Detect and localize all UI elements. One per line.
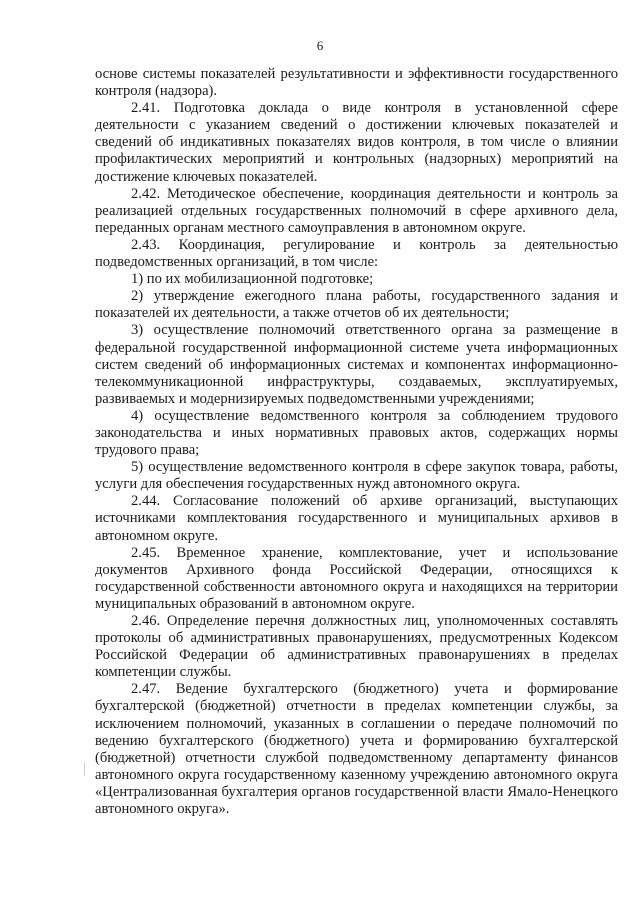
list-item-3: 3) осуществление полномочий ответственного органа за размещение в федеральной государственной информационной системе учета информационных систем сведений об информационных системах и компонентах информационно-телекоммуникационной инфраструктуры, создаваемых, эксплуатируемых, развиваемых и модернизируемых подведомственными учреждениями; [95, 322, 618, 407]
paragraph-2-42: 2.42. Методическое обеспечение, координация деятельности и контроль за реализацией отдельных государственных полномочий в сфере архивного дела, переданных органам местного самоуправления в автономном округе. [95, 185, 618, 236]
paragraph-2-44: 2.44. Согласование положений об архиве организаций, выступающих источниками комплектования государственного и муниципальных архивов в автономном округе. [95, 493, 618, 544]
paragraph-2-41: 2.41. Подготовка доклада о виде контроля в установленной сфере деятельности с указанием сведений о достижении ключевых показателей и сведений об индикативных показателях видов контроля, в том числе о влиянии профилактических мероприятий и контрольных (надзорных) мероприятий на достижение ключевых показателей. [95, 100, 618, 185]
list-item-1: 1) по их мобилизационной подготовке; [131, 271, 374, 288]
paragraph-2-43: 2.43. Координация, регулирование и контроль за деятельностью подведомственных организаций, в том числе: [95, 236, 618, 271]
page-number: 6 [316, 38, 324, 53]
list-item-5: 5) осуществление ведомственного контроля в сфере закупок товара, работы, услуги для обеспечения государственных нужд автономного округа. [95, 459, 618, 493]
paragraph-2-46: 2.46. Определение перечня должностных лиц, уполномоченных составлять протоколы об административных правонарушениях, предусмотренных Кодексом Российской Федерации об административных правонарушениях в пределах компетенции службы. [95, 613, 618, 681]
paragraph-2-47: 2.47. Ведение бухгалтерского (бюджетного) учета и формирование бухгалтерской (бюджетной) отчетности в пределах компетенции службы, за исключением полномочий, указанных в соглашении о передаче полномочий по ведению бухгалтерского (бюджетного) учета и формированию бухгалтерской (бюджетной) отчетности службой подведомственному департаменту финансов автономного округа государственному казенному учреждению автономного округа «Централизованная бухгалтерия органов государственной власти Ямало-Ненецкого автономного округа». [95, 681, 618, 818]
body-text [95, 66, 618, 818]
list-item-4: 4) осуществление ведомственного контроля за соблюдением трудового законодательства и иных нормативных правовых актов, содержащих нормы трудового права; [95, 407, 618, 459]
paragraph-2-45: 2.45. Временное хранение, комплектование, учет и использование документов Архивного фонда Российской Федерации, относящихся к государственной собственности автономного округа и находящихся на территории муниципальных образований в автономном округе. [95, 544, 618, 612]
list-item-2: 2) утверждение ежегодного плана работы, государственного задания и показателей их деятельности, а также отчетов об их деятельности; [95, 288, 618, 322]
paragraph-continuation: основе системы показателей результативности и эффективности государственного контроля (надзора). [95, 66, 618, 100]
margin-mark [84, 762, 85, 776]
